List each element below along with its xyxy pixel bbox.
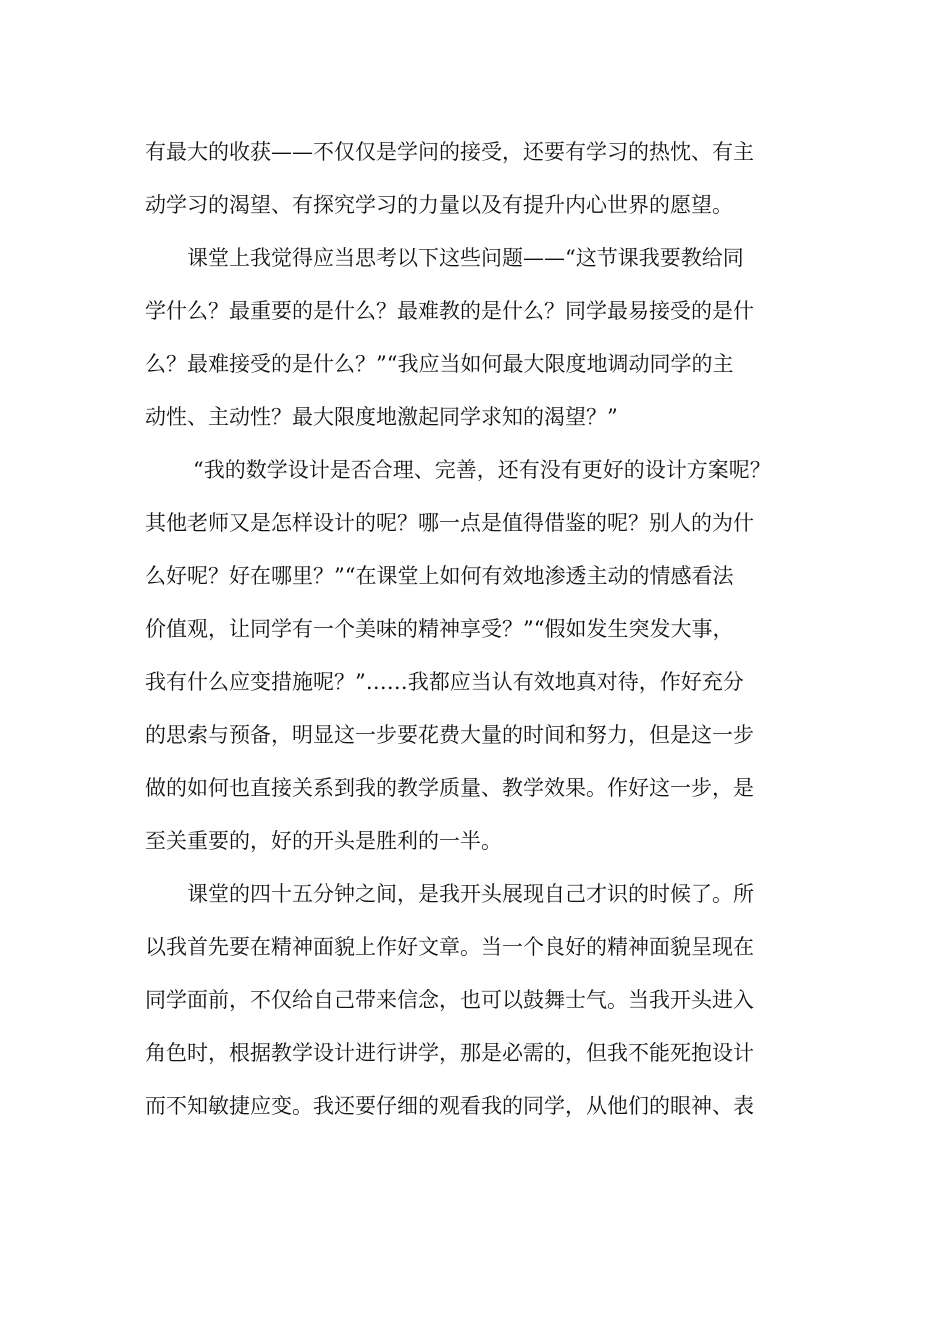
text-line: 动学习的渴望、有探究学习的力量以及有提升内心世界的愿望。 [145,193,733,217]
body-text [145,126,835,1133]
text-line: 角色时，根据教学设计进行讲学，那是必需的，但我不能死抱设计 [145,1041,754,1065]
paragraph-start-line: 课堂的四十五分钟之间，是我开头展现自己才识的时候了。所 [187,882,754,906]
text-line: 学什么？最重要的是什么？最难教的是什么？同学最易接受的是什 [145,299,754,323]
text-line: 其他老师又是怎样设计的呢？哪一点是值得借鉴的呢？别人的为什 [145,511,754,535]
text-line: 而不知敏捷应变。我还要仔细的观看我的同学，从他们的眼神、表 [145,1094,754,1118]
paragraph-start-line: “我的数学设计是否合理、完善，还有没有更好的设计方案呢？ [193,458,771,482]
text-line: 么好呢？好在哪里？”“在课堂上如何有效地渗透主动的情感看法 [145,564,734,588]
text-line: 至关重要的，好的开头是胜利的一半。 [145,829,502,853]
text-line: 有最大的收获——不仅仅是学问的接受，还要有学习的热忱、有主 [145,140,754,164]
paragraph-start-line: 课堂上我觉得应当思考以下这些问题——“这节课我要教给同 [187,246,744,270]
text-line: 的思索与预备，明显这一步要花费大量的时间和努力，但是这一步 [145,723,754,747]
text-line: 价值观，让同学有一个美味的精神享受？”“假如发生突发大事， [145,617,734,641]
text-line: 做的如何也直接关系到我的教学质量、教学效果。作好这一步，是 [145,776,754,800]
text-line: 同学面前，不仅给自己带来信念，也可以鼓舞士气。当我开头进入 [145,988,754,1012]
text-line: 么？最难接受的是什么？”“我应当如何最大限度地调动同学的主 [145,352,734,376]
text-line: 动性、主动性？最大限度地激起同学求知的渴望？” [145,405,618,429]
text-line: 以我首先要在精神面貌上作好文章。当一个良好的精神面貌呈现在 [145,935,754,959]
text-line: 我有什么应变措施呢？”……我都应当认有效地真对待，作好充分 [145,670,744,694]
